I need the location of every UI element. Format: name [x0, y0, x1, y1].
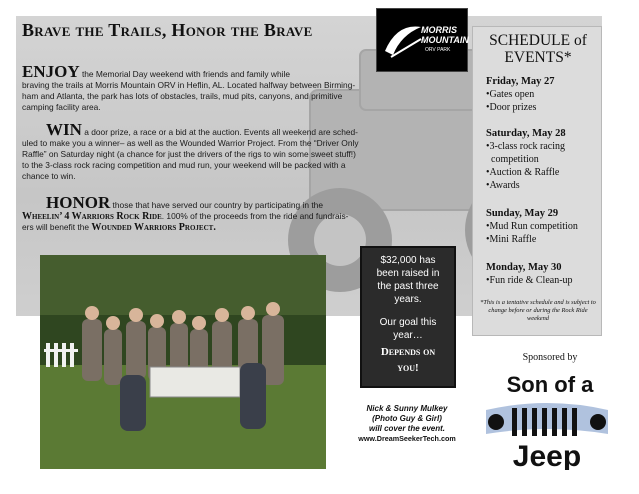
depends-line: you!	[397, 362, 419, 374]
logo-line-3: ORV PARK	[425, 47, 451, 53]
group-photo-image	[40, 255, 326, 469]
enjoy-paragraph	[22, 62, 470, 113]
raised-line: the past three	[377, 281, 439, 292]
schedule-item: competition	[491, 154, 539, 165]
goal-line: year…	[393, 330, 423, 341]
depends-line: Depends on	[380, 346, 436, 358]
schedule-title-line: SCHEDULE of	[489, 32, 587, 49]
schedule-item: •Gates open	[486, 89, 535, 100]
credit-line: (Photo Guy & Girl)	[372, 414, 442, 423]
schedule-title	[473, 32, 603, 66]
schedule-day-sunday	[486, 207, 601, 246]
enjoy-line: braving the trails at Morris Mountain ORV in Heflin, AL. Located halfway between Birming-	[22, 80, 356, 90]
schedule-day-heading: Saturday, May 28	[486, 128, 566, 139]
sponsored-by-label: Sponsored by	[522, 352, 578, 363]
enjoy-line: ham and Atlanta, the park has lots of obstacles, trails, mud pits, canyons, and primitive	[22, 91, 343, 101]
enjoy-lead: ENJOY	[22, 62, 80, 81]
goal-text	[362, 316, 454, 342]
photographer-credit	[352, 404, 462, 434]
morris-mountain-logo	[376, 8, 468, 72]
amount-raised-text	[362, 254, 454, 306]
goal-line: Our goal this	[379, 317, 437, 328]
group-check-photo	[40, 255, 326, 469]
schedule-title-line: EVENTS*	[504, 49, 572, 66]
schedule-item: •Mud Run competition	[486, 221, 578, 232]
enjoy-line: the Memorial Day weekend with friends and family while	[79, 69, 291, 79]
photographer-website-link[interactable]: www.DreamSeekerTech.com	[358, 434, 456, 443]
schedule-day-saturday	[486, 127, 601, 192]
schedule-panel	[472, 26, 602, 336]
credit-line: Nick & Sunny Mulkey	[366, 404, 448, 413]
beneficiary-name: Wounded Warriors Project.	[91, 222, 216, 233]
schedule-day-friday	[486, 75, 601, 114]
fundraising-callout	[360, 246, 456, 388]
raised-line: years.	[394, 294, 422, 305]
win-line: a door prize, a race or a bid at the auction. Events all weekend are sched-	[81, 127, 358, 137]
honor-line: those that have served our country by participating in the	[110, 200, 323, 210]
raised-line: been raised in	[376, 268, 440, 279]
honor-line: ers will benefit the	[22, 222, 92, 232]
schedule-disclaimer: *This is a tentative schedule and is subject to change before or during the Rock Ride weekend	[480, 299, 596, 322]
logo-line-1: MORRIS	[421, 25, 457, 35]
schedule-item: •Fun ride & Clean-up	[486, 275, 573, 286]
schedule-item: •Awards	[486, 180, 520, 191]
credit-line: will cover the event.	[368, 424, 446, 433]
rock-ride-event-name: Wheelin’ 4 Warriors Rock Ride	[22, 211, 162, 222]
schedule-item: •Door prizes	[486, 102, 537, 113]
sponsor-brand-name: Jeep	[512, 440, 582, 470]
schedule-day-heading: Monday, May 30	[486, 262, 562, 273]
schedule-day-heading: Sunday, May 29	[486, 208, 559, 219]
win-paragraph	[22, 120, 470, 182]
son-of-a-jeep-logo	[472, 398, 622, 470]
raised-line: $32,000 has	[380, 255, 436, 266]
logo-swoosh-icon	[381, 17, 425, 61]
honor-line: . 100% of the proceeds from the ride and fundrais-	[161, 211, 349, 221]
sponsor-brand-line: Son of a	[506, 372, 594, 397]
schedule-item: •3-class rock racing	[486, 141, 566, 152]
win-line: Raffle” on Saturday night (a chance for just the drivers of the rigs to win some sweet stuff!)	[22, 149, 356, 159]
win-line: to the 3-class rock racing competition and mud run, your weekend will be packed with a	[22, 160, 346, 170]
honor-lead: HONOR	[46, 193, 111, 212]
logo-line-2: MOUNTAIN	[421, 35, 469, 45]
win-lead: WIN	[46, 120, 82, 139]
enjoy-line: camping facility area.	[22, 102, 101, 112]
schedule-day-monday	[486, 261, 601, 287]
win-line: uled to make you a winner– as well as the Wounded Warrior Project. From the “Driver Only	[22, 138, 359, 148]
schedule-item: •Auction & Raffle	[486, 167, 560, 178]
jeep-grille-icon	[472, 398, 622, 470]
poster-headline: Brave the Trails, Honor the Brave	[22, 20, 313, 40]
depends-on-you-text	[362, 344, 454, 376]
schedule-item: •Mini Raffle	[486, 234, 537, 245]
schedule-day-heading: Friday, May 27	[486, 76, 555, 87]
win-line: chance to win.	[22, 171, 76, 181]
honor-paragraph	[22, 193, 470, 233]
